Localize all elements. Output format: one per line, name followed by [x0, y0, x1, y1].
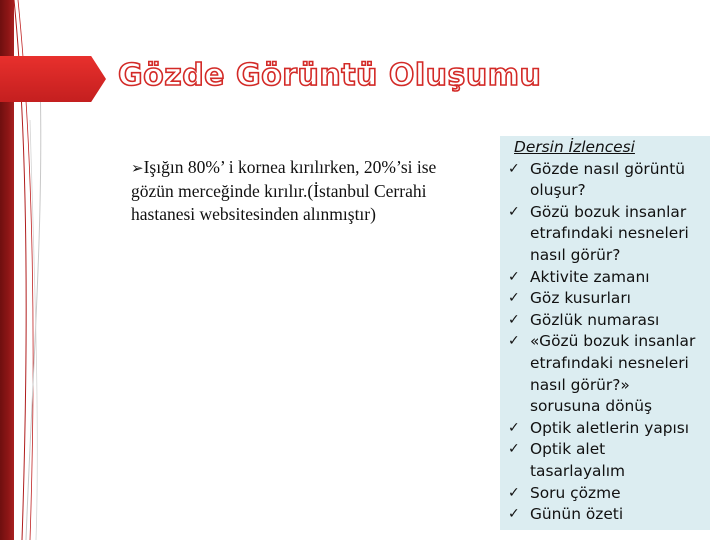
list-item: ✓ Optik alet tasarlayalım [508, 440, 626, 480]
checkmark-icon: ✓ [508, 333, 520, 350]
arrow-bullet-icon: ➢ [131, 159, 144, 177]
list-item: ✓ Göz kusurları [508, 288, 702, 310]
list-item: ✓ Soru çözme [508, 483, 702, 505]
checkmark-icon: ✓ [508, 290, 520, 307]
list-item: ✓ Optik aletlerin yapısı [508, 418, 702, 440]
list-item: ✓ Aktivite zamanı [508, 267, 702, 289]
syllabus-box [500, 136, 710, 530]
checkmark-icon: ✓ [508, 419, 520, 436]
checkmark-icon: ✓ [508, 484, 520, 501]
list-item: ✓ Günün özeti [508, 504, 702, 526]
title-banner [0, 56, 106, 102]
list-item: ✓ Gözü bozuk insanlar etrafındaki nesneleri nasıl görür? [508, 202, 689, 264]
slide-title: Gözde Görüntü Oluşumu [118, 58, 542, 93]
list-item: ✓ «Gözü bozuk insanlar etrafındaki nesneleri nasıl görür?» sorusuna dönüş [508, 332, 696, 416]
list-item: ✓ Gözlük numarası [508, 310, 702, 332]
list-item: ✓ Gözde nasıl görüntü oluşur? [508, 159, 686, 200]
syllabus-heading: Dersin İzlencesi [514, 138, 635, 156]
checkmark-icon: ✓ [508, 441, 520, 458]
body-text: Işığın 80%’ i kornea kırılırken, 20%’si ise gözün merceğinde kırılır.(İstanbul Cerrahi hastanesi websitesinden alınmıştır) [131, 157, 437, 224]
checkmark-icon: ✓ [508, 160, 520, 177]
checkmark-icon: ✓ [508, 506, 520, 523]
checkmark-icon: ✓ [508, 203, 520, 220]
body-paragraph [131, 156, 441, 226]
checkmark-icon: ✓ [508, 268, 520, 285]
syllabus-list [508, 159, 702, 526]
checkmark-icon: ✓ [508, 311, 520, 328]
